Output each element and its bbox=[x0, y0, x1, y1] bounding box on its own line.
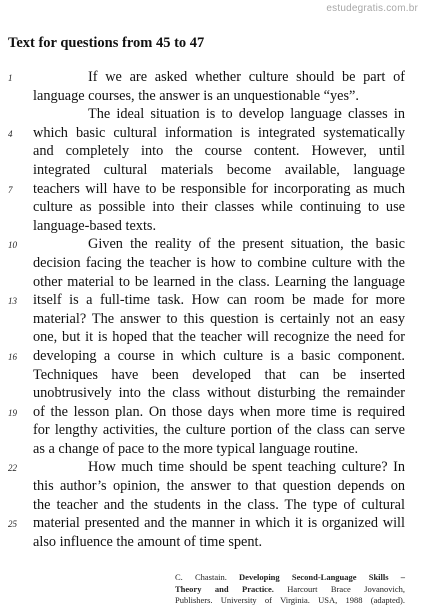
line-text: other material to be learned in the class. Learning the language bbox=[33, 273, 405, 290]
line-text: language courses, the answer is an unquestionable “yes”. bbox=[33, 87, 359, 104]
passage-line bbox=[0, 366, 423, 385]
citation-line-1 bbox=[175, 572, 405, 584]
passage-line bbox=[0, 477, 423, 496]
line-text: for lengthy activities, the culture portion of the class can serve bbox=[33, 422, 405, 439]
passage-line bbox=[0, 198, 423, 217]
citation-author: C. Chastain. bbox=[175, 572, 227, 582]
line-text: How much time should be spent teaching culture? In bbox=[88, 459, 405, 476]
passage-line bbox=[0, 68, 423, 87]
passage-line bbox=[0, 180, 423, 199]
passage-line bbox=[0, 440, 423, 459]
passage-line bbox=[0, 328, 423, 347]
line-text: unobtrusively into the class without disturbing the remainder bbox=[33, 385, 405, 402]
line-text: If we are asked whether culture should be part of bbox=[88, 69, 405, 85]
line-text: material? The answer to this question is certainly not an easy bbox=[33, 310, 405, 327]
line-text: language-based texts. bbox=[33, 217, 157, 234]
line-number: 10 bbox=[8, 240, 17, 251]
line-text: which basic cultural information is integrated systematically bbox=[33, 124, 405, 141]
passage-line bbox=[0, 291, 423, 310]
passage-line bbox=[0, 254, 423, 273]
line-text: Given the reality of the present situation, the basic bbox=[88, 236, 405, 253]
citation-publisher: Harcourt Brace Jovanovich, bbox=[287, 583, 406, 594]
source-citation bbox=[175, 572, 405, 607]
line-number: 19 bbox=[8, 407, 17, 418]
line-text: the teacher and the students in the class. The type of cultural bbox=[33, 496, 405, 513]
line-number: 16 bbox=[8, 351, 17, 362]
site-watermark: estudegratis.com.br bbox=[326, 3, 418, 14]
line-text: itself is a full-time task. How can room be made for more bbox=[33, 292, 405, 309]
passage-line bbox=[0, 403, 423, 422]
line-text: Techniques have been developed that can be inserted bbox=[33, 366, 405, 383]
line-text: one, but it is hoped that the teacher will recognize the need for bbox=[33, 329, 405, 346]
line-number: 7 bbox=[8, 184, 13, 195]
line-text: also influence the amount of time spent. bbox=[33, 533, 263, 550]
line-text: developing a course in which culture is a basic component. bbox=[33, 347, 405, 364]
passage-line bbox=[0, 217, 423, 236]
line-text: culture as possible into their classes while continuing to use bbox=[33, 199, 405, 216]
passage-line bbox=[0, 421, 423, 440]
line-number: 4 bbox=[8, 128, 13, 139]
line-text: material presented and the manner in which it is organized will bbox=[33, 515, 405, 532]
line-text: integrated cultural materials become available, language bbox=[33, 161, 405, 178]
line-number: 22 bbox=[8, 463, 17, 474]
citation-title: Developing Second-Language Skills – bbox=[239, 572, 406, 582]
line-text: and completely into the course content. However, until bbox=[33, 143, 405, 160]
line-number: 13 bbox=[8, 296, 17, 307]
passage-line bbox=[0, 384, 423, 403]
line-number: 25 bbox=[8, 519, 17, 530]
line-text: decision facing the teacher is how to combine culture with the bbox=[33, 254, 405, 271]
passage-line bbox=[0, 514, 423, 533]
passage-line bbox=[0, 235, 423, 254]
passage-line bbox=[0, 347, 423, 366]
passage-line bbox=[0, 458, 423, 477]
passage-line bbox=[0, 161, 423, 180]
citation-line-2 bbox=[175, 584, 405, 596]
line-text: teachers will have to be responsible for incorporating as much bbox=[33, 180, 405, 197]
passage-line bbox=[0, 124, 423, 143]
line-text: of the lesson plan. On those days when more time is required bbox=[33, 403, 405, 420]
passage-line bbox=[0, 142, 423, 161]
line-text: this author’s opinion, the answer to that question depends on bbox=[33, 478, 405, 495]
passage-line bbox=[0, 87, 423, 106]
passage-line bbox=[0, 533, 423, 552]
citation-line-3: Publishers. University of Virginia. USA, 1988 (adapted). bbox=[175, 595, 405, 605]
line-text: The ideal situation is to develop language classes in bbox=[88, 106, 405, 123]
citation-subtitle: Theory and Practice. bbox=[175, 583, 274, 594]
line-text: as a change of pace to the more typical language routine. bbox=[33, 440, 359, 457]
passage-line bbox=[0, 273, 423, 292]
line-number: 1 bbox=[8, 73, 13, 83]
passage-line bbox=[0, 105, 423, 124]
passage-line bbox=[0, 310, 423, 329]
section-heading: Text for questions from 45 to 47 bbox=[8, 35, 205, 51]
passage-line bbox=[0, 496, 423, 515]
reading-passage bbox=[0, 68, 423, 551]
